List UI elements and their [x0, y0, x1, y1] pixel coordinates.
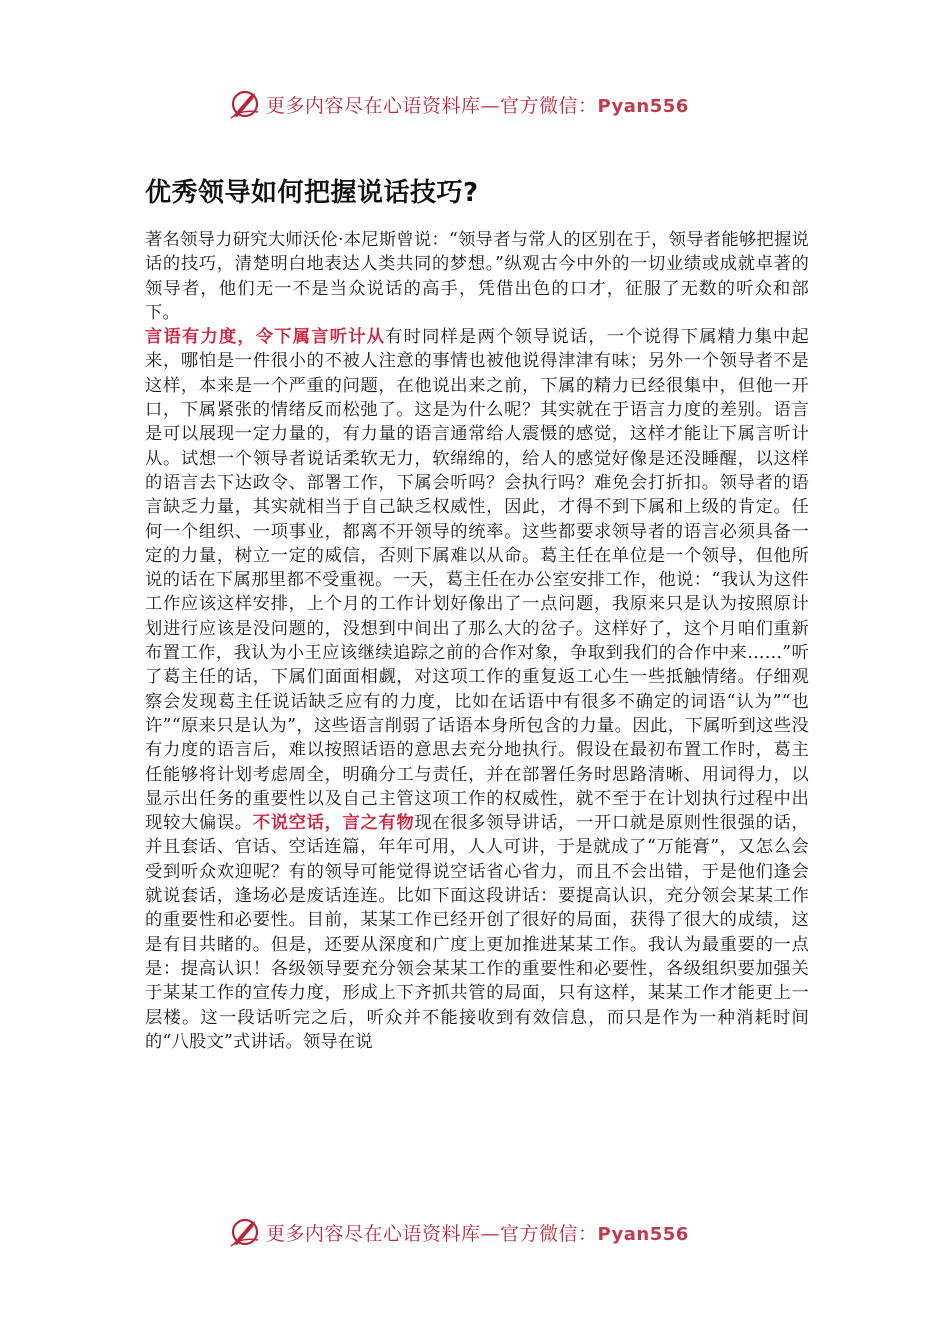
footer-banner — [228, 1212, 728, 1252]
intro-paragraph: 著名领导力研究大师沃伦·本尼斯曾说：“领导者与常人的区别在于，领导者能够把握说话的技巧，清楚明白地表达人类共同的梦想。”纵观古今中外的一切业绩或成就卓著的领导者，他们无一不是当众说话的高手，凭借出色的口才，征服了无数的听众和部下。 — [145, 230, 809, 323]
wechat-id: Pyan556 — [597, 1223, 689, 1245]
section-heading-forceful-speech: 言语有力度，令下属言听计从 — [145, 327, 386, 348]
pen-nib-circle-icon — [228, 1215, 262, 1249]
header-banner — [228, 84, 728, 124]
article-title: 优秀领导如何把握说话技巧? — [145, 178, 479, 208]
banner-text: 更多内容尽在心语资料库—官方微信：Pyan556 — [266, 1222, 689, 1245]
wechat-id: Pyan556 — [597, 95, 689, 117]
article-body — [145, 228, 809, 1054]
section-body-forceful-speech: 有时同样是两个领导说话，一个说得下属精力集中起来，哪怕是一件很小的不被人注意的事情也被他说得津津有味；另外一个领导者不是这样，本来是一个严重的问题，在他说出来之前，下属的精力已经很集中，但他一开口，下属紧张的情绪反而松弛了。这是为什么呢？其实就在于语言力度的差别。语言是可以展现一定力量的，有力量的语言通常给人震慑的感觉，这样才能让下属言听计从。试想一个领导者说话柔软无力，软绵绵的，给人的感觉好像是还没睡醒，以这样的语言去下达政令、部署工作，下属会听吗？会执行吗？难免会打折扣。领导者的语言缺乏力量，其实就相当于自己缺乏权威性，因此，才得不到下属和上级的肯定。任何一个组织、一项事业，都离不开领导的统率。这些都要求领导者的语言必须具备一定的力量，树立一定的威信，否则下属难以从命。葛主任在单位是一个领导，但他所说的话在下属那里都不受重视。一天，葛主任在办公室安排工作，他说：“我认为这件工作应该这样安排，上个月的工作计划好像出了一点问题，我原来只是认为按照原计划进行应该是没问题的，没想到中间出了那么大的岔子。这样好了，这个月咱们重新布置工作，我认为小王应该继续追踪之前的合作对象，争取到我们的合作中来……”听了葛主任的话，下属们面面相觑，对这项工作的重复返工心生一些抵触情绪。仔细观察会发现葛主任说话缺乏应有的力度，比如在话语中有很多不确定的词语“认为”“也许”“原来只是认为”，这些语言削弱了话语本身所包含的力量。因此，下属听到这些没有力度的语言后，难以按照话语的意思去充分地执行。假设在最初布置工作时，葛主任能够将计划考虑周全，明确分工与责任，并在部署任务时思路清晰、用词得力，以显示出任务的重要性以及自己主管这项工作的权威性，就不至于在计划执行过程中出现较大偏误。 — [145, 327, 809, 834]
pen-nib-circle-icon — [228, 87, 262, 121]
section-heading-no-empty-talk: 不说空话，言之有物 — [252, 813, 415, 834]
banner-text: 更多内容尽在心语资料库—官方微信：Pyan556 — [266, 94, 689, 117]
section-body-no-empty-talk: 现在很多领导讲话，一开口就是原则性很强的话，并且套话、官话、空话连篇，年年可用，人人可讲，于是就成了“万能膏”，又怎么会受到听众欢迎呢？有的领导可能觉得说空话省心省力，而且不会出错，于是他们逢会就说套话，逢场必是废话连连。比如下面这段讲话：要提高认识，充分领会某某工作的重要性和必要性。目前，某某工作已经开创了很好的局面，获得了很大的成绩，这是有目共睹的。但是，还要从深度和广度上更加推进某某工作。我认为最重要的一点是：提高认识！各级领导要充分领会某某工作的重要性和必要性，各级组织要加强关于某某工作的宣传力度，形成上下齐抓共管的局面，只有这样，某某工作才能更上一层楼。这一段话听完之后，听众并不能接收到有效信息，而只是作为一种消耗时间的“八股文”式讲话。领导在说 — [145, 813, 809, 1052]
